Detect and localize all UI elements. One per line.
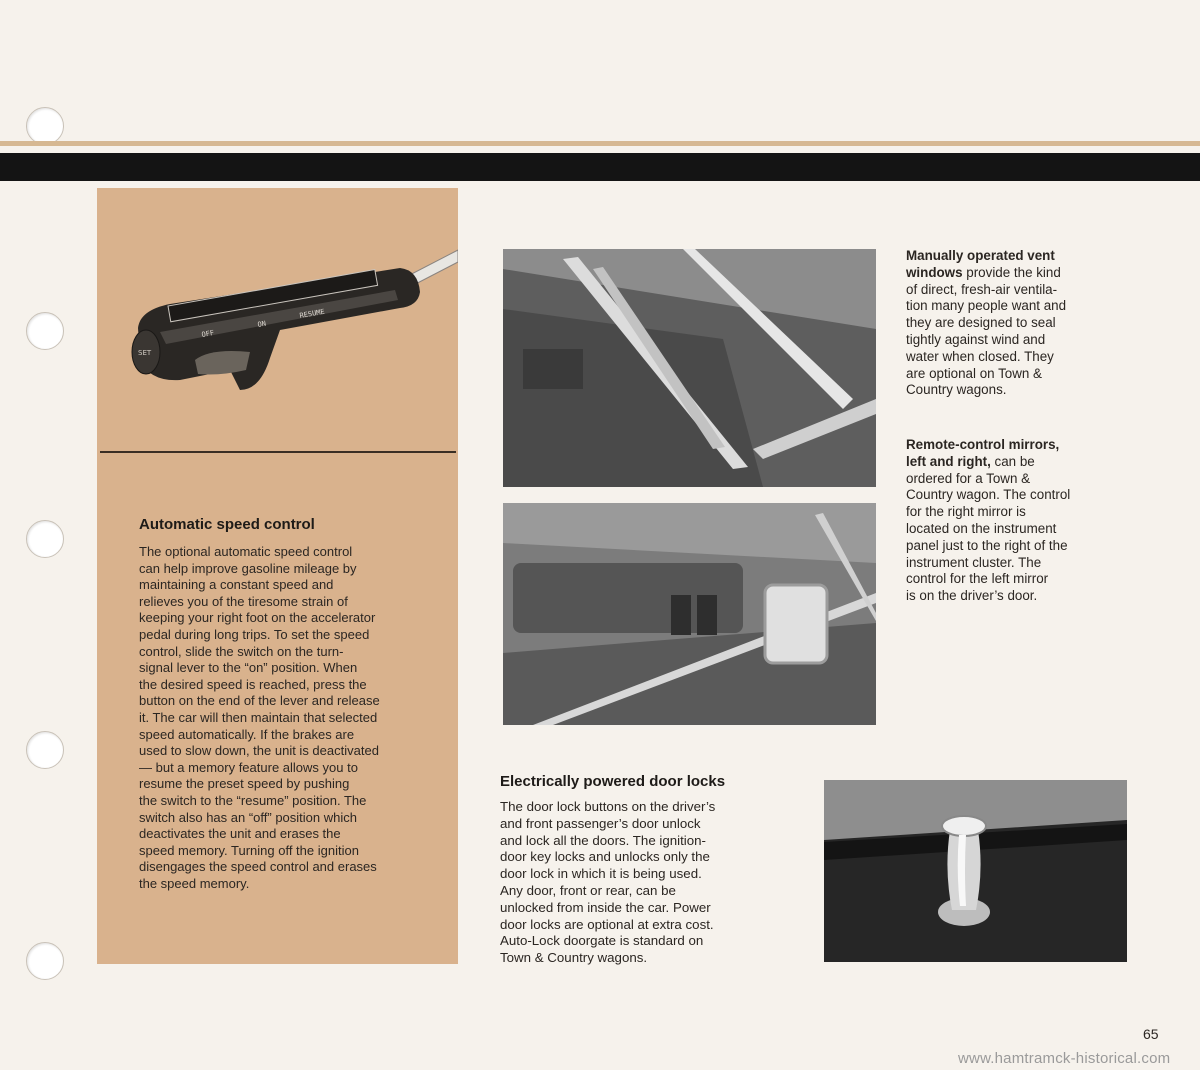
- vent-window-photo: [503, 249, 876, 487]
- vent-windows-body: provide the kind of direct, fresh-air ventila- tion many people want and they are designed to seal tightly against wind and water when closed. They are optional on Town & Country wagons.: [906, 264, 1067, 398]
- binder-hole: [26, 731, 64, 769]
- mirrors-body: can be ordered for a Town & Country wagon. The control for the right mirror is located on the instrument panel just to the right of the instrument cluster. The control for the left mirror is on the driver’s door.: [906, 453, 1071, 604]
- mirrors-text: [906, 437, 1196, 605]
- page-number: 65: [1143, 1026, 1159, 1042]
- mirror-photo: [503, 503, 876, 725]
- panel-divider: [100, 451, 456, 453]
- speed-control-body: The optional automatic speed control can help improve gasoline mileage by maintaining a constant speed and relieves you of the tiresome strain of keeping your right foot on the accelerator pedal during long trips. To set the speed control, slide the switch on the turn- signal lever to the “on” position. When the desired speed is reached, press the button on the end of the lever and release it. The car will then maintain that selected speed automatically. If the brakes are used to slow down, the unit is deactivated — but a memory feature allows you to resume the preset speed by pushing the switch to the “resume” position. The switch also has an “off” position which deactivates the unit and erases the speed memory. Turning off the ignition disengages the speed control and erases the speed memory.: [139, 544, 380, 891]
- door-lock-photo: [824, 780, 1127, 962]
- mirrors-lead: Remote-control mirrors, left and right,: [906, 437, 1060, 469]
- speed-control-title: Automatic speed control: [139, 516, 315, 533]
- door-locks-body: The door lock buttons on the driver’s and front passenger’s door unlock and lock all the doors. The ignition- door key locks and unlocks only the door lock in which it is being used. Any door, front or rear, can be unlocked from inside the car. Power door locks are optional at extra cost. Auto-Lock doorgate is standard on Town & Country wagons.: [500, 799, 716, 966]
- speed-control-lever-image: [100, 240, 458, 420]
- header-thin-rule: [0, 141, 1200, 146]
- door-locks-title: Electrically powered door locks: [500, 773, 726, 790]
- lever-set-label: SET: [138, 349, 152, 357]
- lever-on-label: ON: [256, 319, 267, 329]
- vent-windows-lead: Manually operated vent windows: [906, 248, 1055, 280]
- binder-hole: [26, 942, 64, 980]
- header-black-band: [0, 153, 1200, 181]
- lever-resume-label: RESUME: [298, 307, 326, 320]
- binder-hole: [26, 107, 64, 145]
- binder-hole: [26, 312, 64, 350]
- lever-off-label: OFF: [200, 328, 215, 339]
- vent-windows-text: [906, 248, 1196, 399]
- binder-hole: [26, 520, 64, 558]
- watermark-url: www.hamtramck-historical.com: [958, 1050, 1171, 1067]
